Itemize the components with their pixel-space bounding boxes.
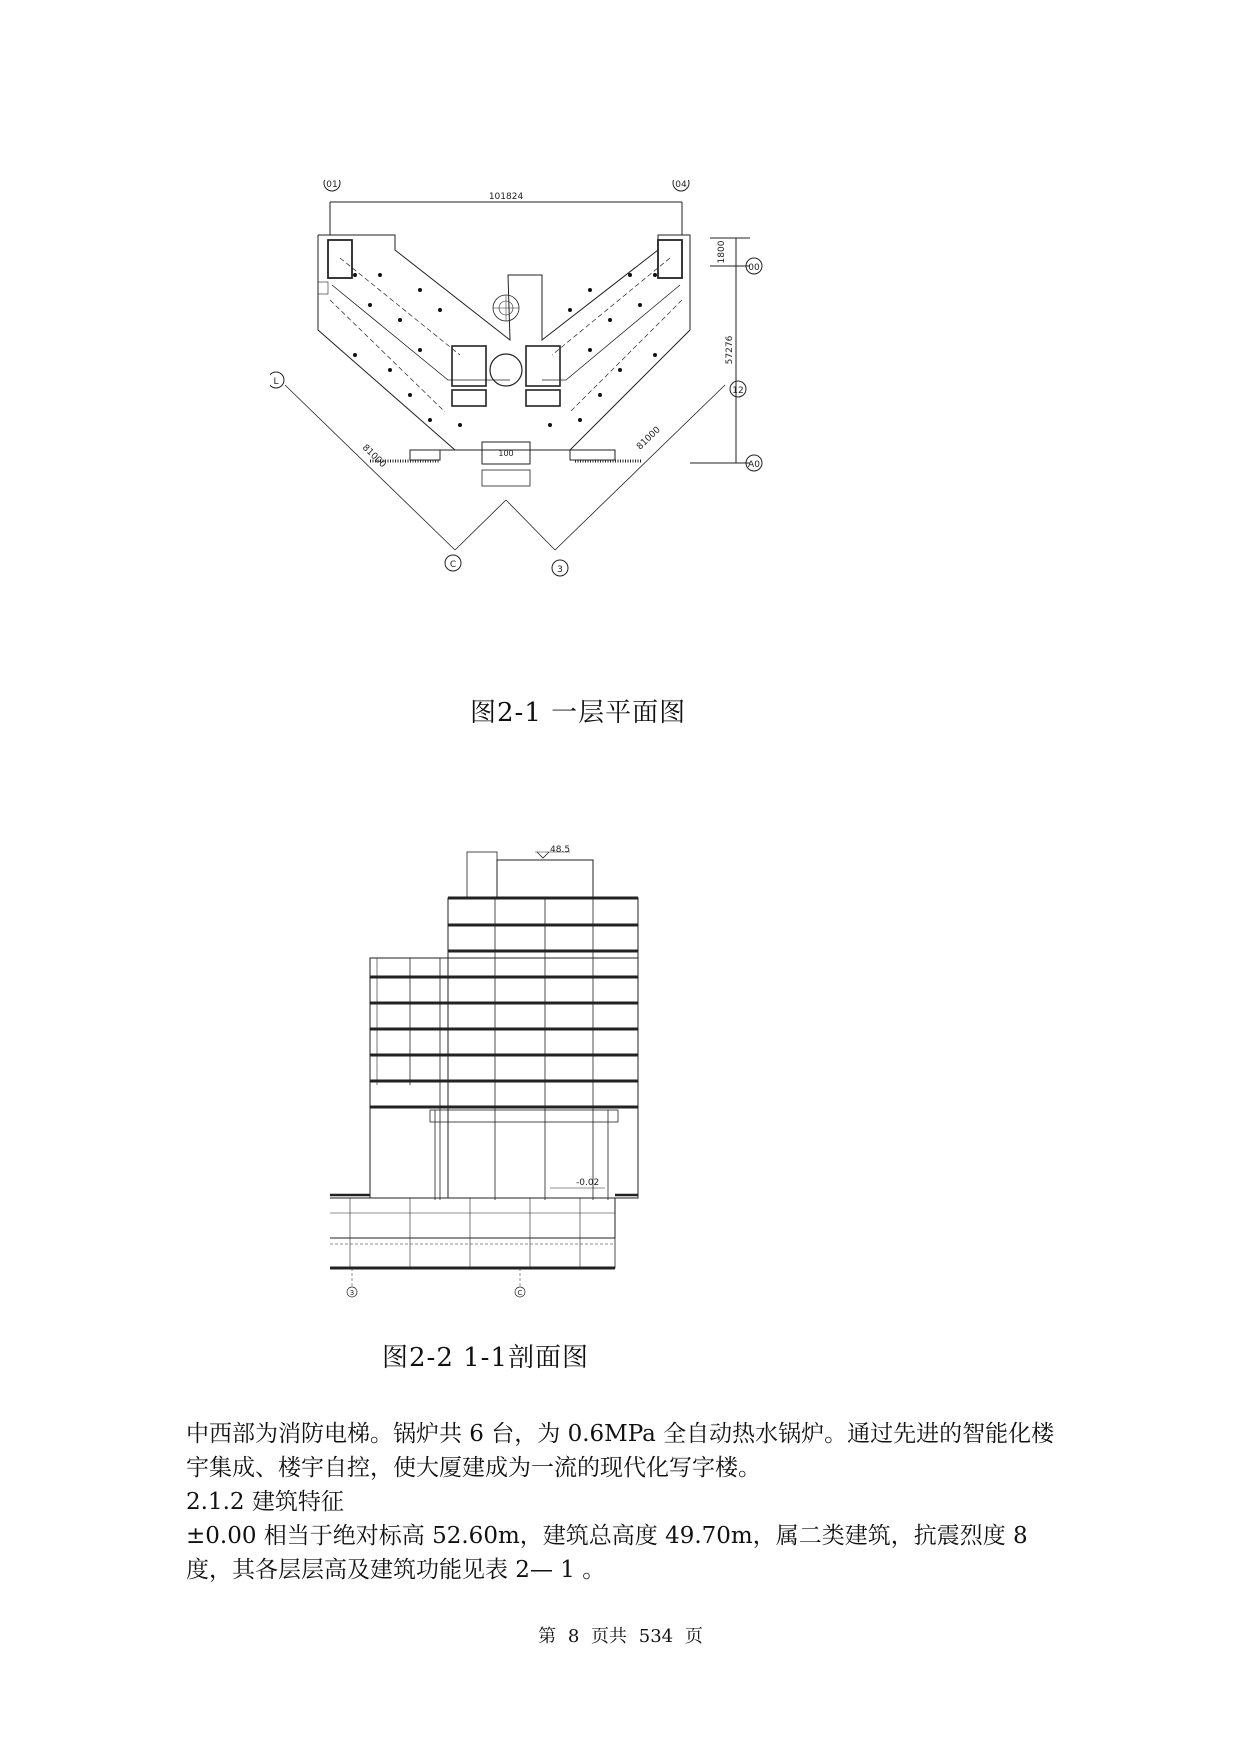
axis-label-a0: A0: [748, 460, 760, 470]
paragraph-fire-elevator: 中西部为消防电梯。锅炉共 6 台，为 0.6MPa 全自动热水锅炉。通过先进的智能化楼宇集成、楼宇自控，使大厦建成为一流的现代化写字楼。: [186, 1421, 1055, 1481]
axis-label-3: 3: [349, 1289, 355, 1297]
paragraph-building-features: ±0.00 相当于绝对标高 52.60m，建筑总高度 49.70m，属二类建筑，抗震烈度 8 度，其各层层高及建筑功能见表 2— 1 。: [186, 1523, 1028, 1583]
body-text: [186, 1417, 1066, 1587]
elev-ground: -0.02: [576, 1178, 600, 1188]
section-heading-2-1-2: 2.1.2 建筑特征: [186, 1489, 344, 1515]
dim-right-small: 1800: [717, 240, 727, 264]
elev-top: 48.5: [550, 845, 571, 855]
axis-label-3: 3: [557, 565, 563, 575]
page-footer: 第 8 页共 534 页: [538, 1626, 703, 1647]
dim-top: 101824: [488, 192, 524, 202]
figure-caption-section: 图2-2 1-1剖面图: [382, 1343, 590, 1373]
section-drawing: [330, 840, 650, 1300]
axis-label-12: 12: [732, 386, 744, 396]
axis-label-01: 01: [326, 180, 338, 190]
dim-entrance: 100: [498, 449, 514, 458]
axis-label-c: C: [517, 1289, 523, 1297]
floor-plan-drawing: [270, 180, 790, 590]
figure-caption-plan: 图2-1 一层平面图: [470, 698, 687, 728]
axis-label-00: 00: [748, 263, 760, 273]
dim-right-large: 57276: [725, 335, 735, 365]
axis-label-l: L: [273, 377, 279, 387]
axis-label-04: 04: [675, 180, 687, 190]
dim-right-diag: 81000: [635, 425, 663, 453]
dim-left-diag: 81000: [359, 442, 388, 471]
axis-label-c: C: [449, 560, 457, 570]
